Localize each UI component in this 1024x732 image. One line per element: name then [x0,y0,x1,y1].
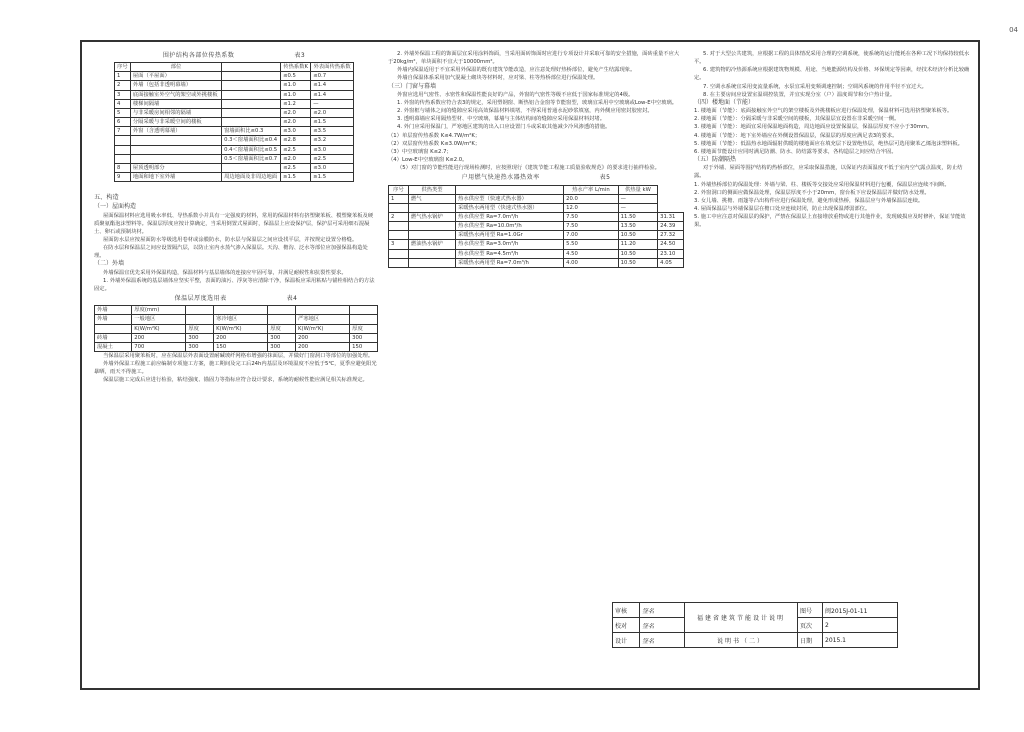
list-item: 1. 楼地面（节能）：底面接触室外空气的架空楼板及外挑楼板应进行保温处理，保温材料可选用挤塑聚苯板等。 [694,108,953,115]
table-cell: 严寒地区 [296,315,350,324]
table-cell [296,306,350,315]
tb-label: 校对 [613,618,640,633]
list-item: 3. 女儿墙、挑檐、雨篷等凸出构件应进行保温处理，避免形成热桥，保温层应与外墙保温层连续。 [694,197,924,204]
signature: 签名 [640,603,685,618]
signature: 签名 [640,618,685,633]
table-row [115,154,354,163]
table-cell: 传热系数K [281,63,311,72]
tb-label: 设计 [613,633,640,648]
paragraph: 外墙保温宜优先采用外保温构造，保温材料与基层墙体的连接应牢固可靠，并满足耐候性和抗裂性要求。 [103,269,347,276]
table-cell: 燃气热水锅炉 [408,212,455,221]
paragraph: 屋面防水层应按屋面防水等级选用卷材或涂膜防水，防水层与保温层之间应设找平层，并按规定设置分格缝。 [103,236,358,243]
table-cell: 燃油热水锅炉 [408,240,455,249]
table-cell [222,99,281,108]
table-cell [389,231,409,240]
table-cell: 20.0 [564,194,619,203]
table-cell: 楼梯间隔墙 [130,99,221,108]
paragraph: 3. 透明幕墙应采用隔热型材、中空玻璃，幕墙与主体结构间的缝隙应采用保温材料封堵。 [397,116,606,123]
table-row [115,72,354,81]
table-row [389,222,684,231]
table-cell: 混凝土 [95,342,132,351]
paragraph: 1. 外窗的传热系数应符合表3的规定，采用塑钢窗、断热铝合金窗等节能窗型，玻璃宜采用中空玻璃或Low-E中空玻璃。 [397,99,678,106]
table-cell: 4.00 [564,258,619,267]
table-row [95,315,378,324]
table-cell: 200 [296,333,350,342]
tb-label: 图号 [798,603,823,618]
table3-title: 围护结构各部位传热系数 表3 [162,52,306,59]
table-cell: 厚度 [268,324,296,333]
tb-label: 审核 [613,603,640,618]
paragraph: 当保温层采用聚苯板时，应在保温层外表面设置耐碱玻纤网格布增强的抹面层，并做好门窗洞口等部位的加强处理。 [103,353,374,359]
table-row [95,333,378,342]
table-cell: 200 [214,333,268,342]
table-cell: 300 [350,333,378,342]
table-cell: 150 [350,342,378,351]
table-cell: 采暖热水两用型 Ra=1.0Gr [456,231,564,240]
list-item: 4. 屋面保温层与外墙保温层在檐口处应连续封闭，防止出现保温薄弱部位。 [694,205,871,212]
list-item: 2. 外窗洞口的侧面应做保温处理，保温层厚度不小于20mm，窗台板下应设保温层并做好防水处理。 [694,189,930,196]
table-cell: 31.31 [658,212,684,221]
table-cell: 5.50 [564,240,619,249]
table-row [115,90,354,99]
table-cell: 1 [389,194,409,203]
table-cell: 0.5＜窗墙面积比≤0.7 [222,154,281,163]
table-cell: ≥1.5 [311,173,354,182]
table-cell: ≤2.0 [311,108,354,117]
table-cell: 9 [115,173,131,182]
table-cell: ≤2.0 [281,154,311,163]
table-cell: 10.50 [618,231,658,240]
table-cell: 11.20 [618,240,658,249]
table-cell: 厚度(mm) [132,306,186,315]
date: 2015.1 [823,633,898,648]
table-row [95,306,378,315]
table-cell: 4.50 [564,249,619,258]
table-cell: 1 [115,72,131,81]
paragraph: 7. 空调水系统宜采用变流量系统，水泵宜采用变频调速控制；空调风系统的作用半径不宜过大。 [703,83,927,90]
table-row [389,212,684,221]
paragraph: （5）对门窗的节能性能进行现场检测时，应按照现行《建筑节能工程施工质量验收规范》的要求进行抽样检验。 [397,165,660,172]
table-cell: 序号 [389,185,409,194]
paragraph: 外墙外保温工程施工前应编制专项施工方案，施工期间及完工后24h内基层及环境温度不应低于5℃，夏季应避免阳光暴晒，雨天不得施工。 [94,361,377,376]
table-row [115,99,354,108]
table-row [115,145,354,154]
table-cell: 700 [132,342,186,351]
table-cell: ≤2.5 [281,163,311,172]
table-cell: ≤2.8 [281,136,311,145]
table-cell: 周边地面及非周边地面 [222,173,281,182]
table-cell: ≤0.7 [311,72,354,81]
table-cell: ≤1.0 [281,81,311,90]
table-cell: 3 [389,240,409,249]
table-cell: 150 [214,342,268,351]
table4 [94,305,378,352]
list-item: 2. 楼地面（节能）：分隔采暖与非采暖空间的楼板，其保温层宜设置在非采暖空间一侧。 [694,116,900,123]
subheading: （五）防潮隔热 [694,156,737,164]
list-item: 1. 外墙热桥部位的保温处理：外墙与梁、柱、楼板等交接处应采用保温材料进行包覆，保温层应连续不间断。 [694,181,950,188]
table-cell: 200 [132,333,186,342]
paragraph: 2. 外墙外保温工程的饰面层宜采用涂料饰面，当采用面砖饰面时应进行专项设计并采取可靠的安全措施，面砖重量不应大于20kg/m²，单块面积不宜大于10000mm²。 [388,51,680,66]
table-cell: 300 [186,333,214,342]
list-item: （3）中空玻璃窗 K≤2.7； [388,148,452,155]
column-right [694,50,970,630]
table-cell: 砖墙 [95,333,132,342]
table-cell: ≤1.4 [311,90,354,99]
table-cell [222,72,281,81]
list-item: （2）双层窗传热系数 K≤3.0W/m²K； [388,140,481,147]
table-cell [214,306,268,315]
page-corner-number: 04 [1009,26,1018,34]
paragraph: 1. 外墙外保温系统的基层墙体应坚实平整，表面的油污、浮灰等应清除干净，保温板应采用粘贴与锚栓相结合的方法固定。 [94,277,375,292]
table-cell: 厚度 [186,324,214,333]
table-cell: 7.50 [564,222,619,231]
table-cell: ≥1.5 [281,173,311,182]
table-cell: 与非采暖房间相邻的隔墙 [130,108,221,117]
table-cell: 7.50 [564,212,619,221]
table-cell: 屋顶透明部分 [130,163,221,172]
table-cell: ≤3.0 [311,145,354,154]
table-cell: 13.50 [618,222,658,231]
table-cell [389,258,409,267]
table-row [389,194,684,203]
table-cell: 热水供应型 Ra=10.0m³/h [456,222,564,231]
table-cell: 0.3＜窗墙面积比≤0.4 [222,136,281,145]
tb-label: 页次 [798,618,823,633]
table-cell [222,63,281,72]
table-cell: ≤2.5 [311,154,354,163]
table-cell: 外窗（含透明幕墙） [130,127,221,136]
table5 [388,185,684,268]
section-heading: 五、构造 [94,194,119,202]
table-cell: 地面和地下室外墙 [130,173,221,182]
table-cell: 12.0 [564,203,619,212]
table-cell: — [618,203,658,212]
table-cell [186,315,214,324]
table-row [115,163,354,172]
table-cell [130,136,221,145]
paragraph: 在防水层和保温层之间应设置隔汽层，以防止室内水蒸气渗入保温层。天沟、檐沟、泛水等部位应加强保温构造处理。 [94,245,368,260]
table-cell: 11.50 [618,212,658,221]
table3-header [115,63,354,72]
table-cell [408,222,455,231]
paragraph: 8. 在主要房间应设置室温调控装置，并宜实现分室（户）温度调节和分户热计量。 [703,91,896,98]
table-cell: ≤1.5 [311,118,354,127]
table-cell [408,249,455,258]
table-cell: 24.50 [658,240,684,249]
title-block [612,602,898,648]
table-cell [115,145,131,154]
table-cell [115,154,131,163]
table-row [115,136,354,145]
table-cell: 供热类型 [408,185,455,194]
table-cell [456,185,564,194]
table-cell [115,136,131,145]
table-cell: 0.4＜窗墙面积比≤0.5 [222,145,281,154]
table-cell: 外墙（包括非透明幕墙） [130,81,221,90]
table-cell: 7 [115,127,131,136]
table-cell: 300 [268,333,296,342]
page-number: 2 [823,618,898,633]
table-cell: ≤1.0 [281,90,311,99]
table-cell: 厚度 [350,324,378,333]
paragraph: 保温层施工完成后应进行检验，粘结强度、锚固力等指标应符合设计要求，系统的耐候性能应满足相关标准规定。 [103,377,368,384]
table-cell: 24.39 [658,222,684,231]
table3 [114,62,354,182]
table-row [389,249,684,258]
table4-title: 保温层厚度选用表 表4 [174,295,298,303]
table-cell: 热水供应型 Ra=7.0m³/h [456,212,564,221]
table-cell: ≤3.0 [311,163,354,172]
drawing-sheet [80,40,980,690]
table-cell: 4.05 [658,258,684,267]
table5-title: 户用燃气快速热水器热效率 表5 [461,174,611,182]
table-cell: 外墙 [95,315,132,324]
table-cell [130,145,221,154]
table-cell [222,81,281,90]
table-row [115,127,354,136]
table-cell: 300 [268,342,296,351]
table-cell: 3 [115,90,131,99]
paragraph: 2. 外窗框与墙体之间的缝隙应采用高效保温材料填堵，不得采用普通水泥砂浆填塞，内外侧应用密封胶密封。 [397,108,653,115]
table-row [115,81,354,90]
list-item: （1）单层窗传热系数 K≤4.7W/m²K； [388,132,481,139]
subheading: （二）外墙 [94,260,125,268]
table-cell [408,231,455,240]
table-cell: — [311,99,354,108]
table-cell [222,108,281,117]
table-cell: 供热量 kW [618,185,658,194]
table-cell [408,258,455,267]
table-cell: ≤0.5 [281,72,311,81]
table-cell: ≤2.0 [281,118,311,127]
paragraph: 屋面保温材料应选用吸水率低、导热系数小并具有一定强度的材料，常用的保温材料有挤塑聚苯板、模塑聚苯板及硬质聚氨酯泡沫塑料等。保温层厚度应按计算确定，当采用倒置式屋面时，保温层上应设保护层，保护层可采用细石混凝土、卵石或预制块材。 [94,212,374,235]
table-row [115,118,354,127]
table-cell: 采暖热水两用型 Ra=7.0m³/h [456,258,564,267]
table-row [389,203,684,212]
list-item: 3. 楼地面（节能）：地面宜采用保温地面构造，周边地面应设置保温层，保温层厚度不应小于30mm。 [694,124,933,131]
table-cell [268,315,296,324]
drawing-subtitle: 说明书（二） [685,633,798,648]
table-cell: 热水供应型 Ra=4.5m³/h [456,249,564,258]
table-cell: ≤1.4 [311,81,354,90]
list-item: 6. 楼地面节能设计应同时满足防潮、防水、防结露等要求，各构造层之间应结合牢固。 [694,148,897,155]
table-cell: 部位 [130,63,221,72]
table-cell: 一般地区 [132,315,186,324]
table-cell [222,90,281,99]
subheading: （三）门窗与幕墙 [388,82,437,90]
table-cell: 7.00 [564,231,619,240]
table-cell [130,154,221,163]
subheading: （四）楼地面（节能） [694,98,755,106]
list-item: 5. 施工中应注意对保温层的保护，严禁在保温层上直接堆放重物或进行其他作业，发现破损应及时修补，保证节能效果。 [694,214,966,229]
table-cell [350,306,378,315]
drawing-title: 福建省建筑节能设计说明 [685,603,798,633]
table-row [389,258,684,267]
paragraph: 4. 外门应采用保温门，严寒地区建筑的出入口应设置门斗或采取其他减少冷风渗透的措施。 [397,124,611,131]
table-cell: ≤3.0 [281,127,311,136]
table-cell: 寒冷地区 [214,315,268,324]
table-cell: ≤3.2 [311,136,354,145]
table-cell: ≤2.5 [281,145,311,154]
table-cell [389,203,409,212]
paragraph: 5. 对于大型公共建筑，应根据工程的具体情况采用合理的空调系统，使系统的运行能耗在各种工况下均保持较低水平。 [694,51,970,66]
table5-header [389,185,684,194]
table-cell: 27.32 [658,231,684,240]
table-cell [389,249,409,258]
table-cell: 热水产率 L/min [564,185,619,194]
paragraph: 外墙自保温体系采用加气混凝土砌块等材料时，应对梁、柱等热桥部位进行保温处理。 [397,75,599,82]
list-item: （4）Low-E中空玻璃窗 K≤2.0。 [388,157,468,164]
table-cell: 6 [115,118,131,127]
table-cell: K(W/m²K) [132,324,186,333]
table-cell: 窗墙面积比≤0.3 [222,127,281,136]
table-cell: ≤2.0 [281,108,311,117]
table-cell: 采暖热水两用型（快速式热水器） [456,203,564,212]
list-item: 5. 楼地面（节能）：低温热水地面辐射供暖的楼地面应在填充层下设置绝热层，绝热层可选用聚苯乙烯泡沫塑料板。 [694,140,963,147]
table-cell [186,306,214,315]
table-cell: 5 [115,108,131,117]
table-cell: 2 [115,81,131,90]
table-row [389,231,684,240]
table-row [95,324,378,333]
table3-block [114,52,354,182]
table-cell: K(W/m²K) [214,324,268,333]
table-cell [350,315,378,324]
table-cell: 热水供应型（快速式热水器） [456,194,564,203]
table-cell: 10.50 [618,258,658,267]
atlas-number: 闽2015J-01-11 [823,603,898,618]
table-cell: — [618,194,658,203]
table-cell: 序号 [115,63,131,72]
table-row [115,108,354,117]
table-cell: 燃气 [408,194,455,203]
table-cell: 300 [186,342,214,351]
column-left [94,50,378,686]
table-cell [222,118,281,127]
table-cell: 外墙 [95,306,132,315]
table-cell: 2 [389,212,409,221]
column-middle [388,50,684,686]
table-row [95,342,378,351]
table-cell: 23.10 [658,249,684,258]
subheading: （一）屋面构造 [94,203,137,211]
signature: 签名 [640,633,685,648]
table-cell: ≤3.5 [311,127,354,136]
paragraph: 对于外墙、屋面等围护结构的热桥部位，应采取保温措施，以保证内表面温度不低于室内空气露点温度，防止结露。 [694,165,963,180]
table-cell [389,222,409,231]
table-cell: 屋面（平屋面） [130,72,221,81]
table-cell: K(W/m²K) [296,324,350,333]
table-cell: 4 [115,99,131,108]
table-cell [95,324,132,333]
table-cell [268,306,296,315]
table-cell: 外表面传热系数 [311,63,354,72]
paragraph: 外窗应选用气密性、水密性和保温性能良好的产品，外窗的气密性等级不应低于国家标准规定的4级。 [397,91,634,98]
paragraph: 外墙内保温适用于不宜采用外保温的既有建筑节能改造，应注意处理好热桥部位，避免产生结露现象。 [397,67,636,74]
table-row [115,173,354,182]
table-cell: 底面接触室外空气的架空或外挑楼板 [130,90,221,99]
table-cell: 10.50 [618,249,658,258]
tb-label: 日期 [798,633,823,648]
table-cell: 8 [115,163,131,172]
table-cell: 热水供应型 Ra=3.0m³/h [456,240,564,249]
table-cell: ≤1.2 [281,99,311,108]
list-item: 4. 楼地面（节能）：地下室外墙应在外侧设置保温层，保温层的厚度应满足表3的要求。 [694,132,898,139]
table-cell [408,203,455,212]
table-row [389,240,684,249]
table-cell: 分隔采暖与非采暖空间的楼板 [130,118,221,127]
table-cell [222,163,281,172]
paragraph: 6. 建筑物的冷热源系统应根据建筑物规模、用途、当地能源结构及价格、环保规定等因素，经技术经济分析比较确定。 [694,67,970,82]
table-cell: 200 [296,342,350,351]
